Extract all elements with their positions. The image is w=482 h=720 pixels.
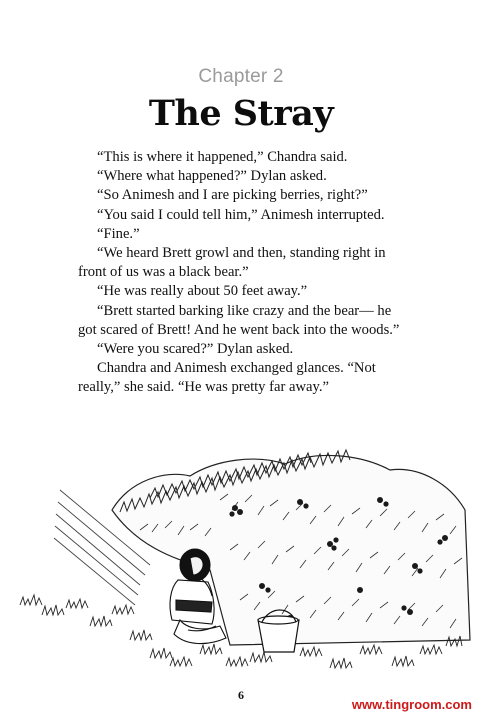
page-number: 6 xyxy=(238,688,244,702)
paragraph: “This is where it happened,” Chandra said. xyxy=(97,149,348,165)
paragraph: “You said I could tell him,” Animesh interrupted. xyxy=(97,206,385,223)
paragraph: “Were you scared?” Dylan asked. xyxy=(97,341,294,358)
paragraph: “Brett started barking like crazy and the bear— he got scared of Brett! And he went back into the woods.” xyxy=(78,302,400,338)
berry-bush-illustration xyxy=(0,440,482,695)
paragraph: “He was really about 50 feet away.” xyxy=(97,283,308,300)
chapter-label: Chapter 2 xyxy=(198,66,284,87)
watermark: www.tingroom.com xyxy=(351,697,472,712)
paragraph: Chandra and Animesh exchanged glances. “Not really,” she said. “He was pretty far away.” xyxy=(78,360,376,396)
story-text xyxy=(78,148,408,398)
paragraph: “Where what happened?” Dylan asked. xyxy=(97,168,327,185)
paragraph: “We heard Brett growl and then, standing right in front of us was a black bear.” xyxy=(78,245,386,281)
paragraph: “Fine.” xyxy=(97,225,140,242)
paragraph: “So Animesh and I are picking berries, right?” xyxy=(97,187,368,204)
chapter-title: The Stray xyxy=(148,93,334,134)
